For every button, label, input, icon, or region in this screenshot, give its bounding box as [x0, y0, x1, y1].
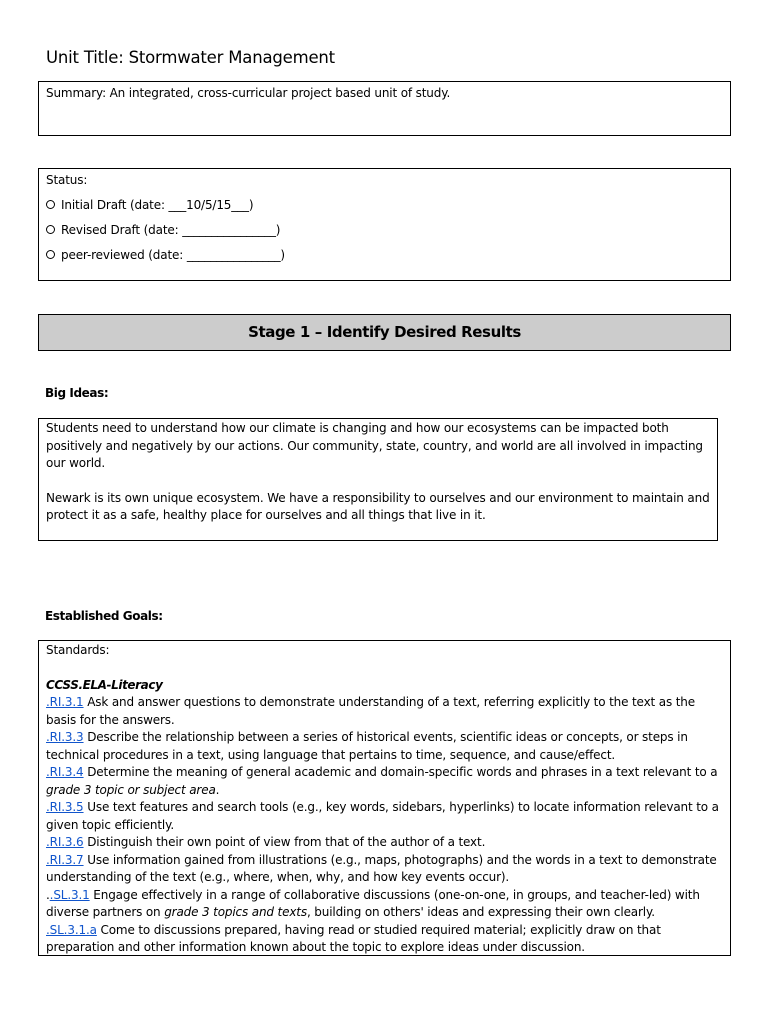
standard-text: Distinguish their own point of view from that of the author of a text. [83, 835, 486, 849]
standard-prefix: . [46, 887, 50, 902]
status-option-peer-reviewed[interactable] [46, 247, 723, 272]
standard-link[interactable]: .RI.3.5 [46, 800, 84, 814]
standard-link[interactable]: .RI.3.1 [46, 695, 84, 709]
standard-link[interactable]: .SL.3.1.a [46, 922, 97, 937]
standard-text: Come to discussions prepared, having read or studied required material; explicitly draw on that preparation and other information known about the topic to explore ideas under discussion. [46, 922, 661, 954]
status-box [38, 168, 731, 281]
standard-link[interactable]: .RI.3.3 [46, 730, 84, 744]
stage1-banner: Stage 1 – Identify Desired Results [38, 314, 731, 351]
big-ideas-box [38, 418, 718, 541]
big-ideas-paragraph: Students need to understand how our climate is changing and how our ecosystems can be impacted both positively and negatively by our actions. Our community, state, country, and world are all involved in impacting our world. [46, 421, 703, 470]
radio-icon[interactable] [46, 250, 55, 259]
standard-item [46, 729, 723, 764]
summary-text: Summary: An integrated, cross-curricular project based unit of study. [46, 86, 451, 100]
standard-link[interactable]: .SL.3.1 [49, 887, 90, 902]
standard-italic-text: grade 3 topic or subject area [46, 782, 216, 797]
radio-icon[interactable] [46, 200, 55, 209]
standard-item [46, 887, 723, 922]
standard-item [46, 834, 723, 852]
standard-item [46, 852, 723, 887]
established-goals-box [38, 640, 731, 956]
unit-title: Unit Title: Stormwater Management [46, 48, 335, 67]
standard-link[interactable]: .RI.3.7 [46, 852, 84, 867]
standard-text: Ask and answer questions to demonstrate understanding of a text, referring explicitly to the text as the basis for the answers. [46, 695, 695, 727]
standard-item [46, 694, 723, 729]
status-option-revised[interactable] [46, 222, 723, 247]
standard-text: Describe the relationship between a series of historical events, scientific ideas or concepts, or steps in technical procedures in a text, using language that pertains to time, sequence, and cause/effect. [46, 730, 688, 762]
standard-item [46, 764, 723, 799]
big-ideas-heading: Big Ideas: [45, 386, 109, 400]
standard-text: Use information gained from illustrations (e.g., maps, photographs) and the words in a text to demonstrate understanding of the text (e.g., where, when, why, and how key events occur). [46, 852, 717, 884]
standard-item [46, 799, 723, 834]
standard-text-tail: , building on others' ideas and expressing their own clearly. [306, 905, 655, 919]
standard-italic-text: grade 3 topics and texts [164, 905, 307, 919]
status-option-label: Initial Draft (date: ___10/5/15___) [61, 198, 254, 212]
standard-item [46, 922, 723, 957]
big-ideas-paragraph: Newark is its own unique ecosystem. We have a responsibility to ourselves and our environment to maintain and protect it as a safe, healthy place for ourselves and all things that live in it. [46, 490, 710, 522]
radio-icon[interactable] [46, 225, 55, 234]
standard-link[interactable]: .RI.3.6 [46, 835, 84, 849]
status-label: Status: [46, 173, 88, 187]
status-option-label: peer-reviewed (date: ________________) [61, 248, 285, 262]
summary-box [38, 81, 731, 136]
standard-text: Use text features and search tools (e.g., key words, sidebars, hyperlinks) to locate information relevant to a given topic efficiently. [46, 800, 719, 832]
standard-text-tail: . [215, 782, 220, 797]
established-goals-heading: Established Goals: [45, 609, 163, 623]
standard-text: Determine the meaning of general academic and domain-specific words and phrases in a text relevant to a [83, 765, 718, 779]
status-option-label: Revised Draft (date: ________________) [61, 223, 281, 237]
status-option-initial[interactable] [46, 197, 723, 222]
standards-label: Standards: [46, 643, 110, 657]
standard-text: Engage effectively in a range of collaborative discussions (one-on-one, in groups, and teacher-led) with diverse partners on [46, 887, 700, 919]
standard-link[interactable]: .RI.3.4 [46, 765, 84, 779]
framework-label: CCSS.ELA-Literacy [46, 677, 163, 692]
